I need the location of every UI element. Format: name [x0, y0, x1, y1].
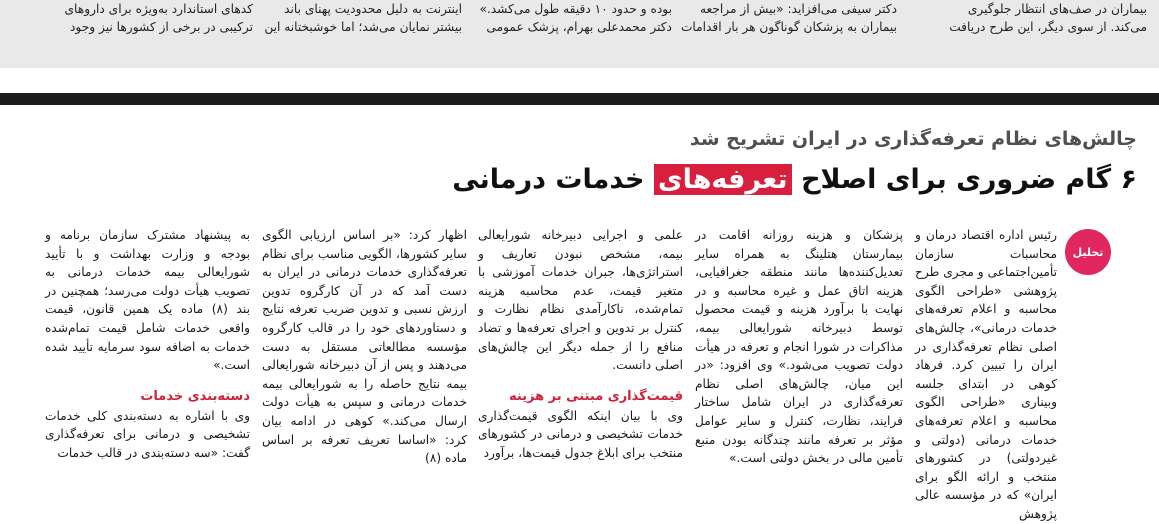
body-column-3 [478, 226, 683, 467]
strip-line: دکتر سیفی می‌افزاید: «بیش از مراجعه [699, 2, 897, 16]
strip-line: بیماران به پزشکان گوناگون هر بار اقدامات [680, 20, 897, 34]
paragraph: علمی و اجرایی دبیرخانه شورایعالی بیمه، مشخص نبودن تعاریف و استراتژی‌ها، جبران خدمات آموزشی با متغیر قیمت، عدم محاسبه هزینه تمام‌شده، ناکارآمدی نظام نظارت و کنترل بر تدوین و اجرای تعرفه‌ها و تضاد منافع را از جمله دیگر این چالش‌های اصلی دانست. [478, 228, 683, 373]
strip-column-4 [262, 0, 462, 68]
paragraph: اظهار کرد: «بر اساس ارزیابی الگوی سایر کشورها، الگویی مناسب برای نظام تعرفه‌گذاری خدمات درمانی در ایران به دست آمد که در آن کارگروه تدوین ارزش نسبی و تدوین ضریب تعرفه نتایج و دستاوردهای خود را در قالب کارگروه مؤسسه مطالعاتی مستقل به دست می‌دهند و پس از آن دبیرخانه شورایعالی بیمه نتایج حاصله را به شورایعالی بیمه خدمات درمانی و سپس به هیأت دولت ارسال می‌کند.» کوهی در ادامه بیان کرد: «اساسا تعریف تعرفه بر اساس ماده (۸) [262, 228, 467, 466]
strip-line: بیماران در صف‌های انتظار جلوگیری [967, 2, 1147, 16]
strip-line: کدهای استاندارد به‌ویژه برای داروهای [64, 2, 253, 16]
headline-highlight: تعرفه‌های [654, 164, 792, 195]
strip-line: دکتر محمدعلی بهرام، پزشک عمومی [486, 20, 672, 34]
strip-column-3 [472, 0, 672, 68]
headline-text-end: خدمات درمانی [452, 164, 645, 195]
article-kicker: چالش‌های نظام تعرفه‌گذاری در ایران تشریح شد [689, 128, 1137, 150]
headline-text-start: ۶ گام ضروری برای اصلاح [801, 164, 1137, 195]
section-divider [0, 93, 1159, 105]
article-headline [137, 164, 1137, 195]
paragraph: به پیشنهاد مشترک سازمان برنامه و بودجه و وزارت بهداشت و با تأیید شورایعالی بیمه خدمات درمانی به تصویب هیأت دولت می‌رسد؛ همچنین در بند (۸) ماده یک همین قانون، قیمت واقعی خدمات شامل قیمت تمام‌شده خدمات به اضافه سود سرمایه تأیید شده است.» [45, 228, 250, 373]
subheading: قیمت‌گذاری مبتنی بر هزینه [508, 388, 683, 404]
paragraph: پزشکان و هزینه روزانه اقامت در بیمارستان هتلینگ به همراه سایر تعدیل‌کننده‌ها مانند منطقه جغرافیایی، هزینه اتاق عمل و غیره محاسبه و در نهایت با برآورد هزینه و قیمت محصول توسط دبیرخانه شورایعالی بیمه، مذاکرات در شورا انجام و تعرفه در هیأت دولت تصویب می‌شود.» وی افزود: «در این میان، چالش‌های اصلی نظام تعرفه‌گذاری در ایران شامل ساختار فرایند، نظارت، کنترل و سایر عوامل مؤثر بر تعرفه مانند چندگانه بودن منبع تأمین مالی در بخش دولتی است.» [695, 228, 903, 466]
body-column-5 [45, 226, 250, 467]
strip-line: اینترنت به دلیل محدودیت پهنای باند [284, 2, 462, 16]
strip-line: می‌کند. از سوی دیگر، این طرح دریافت [949, 20, 1147, 34]
paragraph: رئیس اداره اقتصاد درمان و محاسبات سازمان تأمین‌اجتماعی و مجری طرح پژوهشی «طراحی الگوی محاسبه و اعلام تعرفه‌های خدمات درمانی»، چالش‌های اصلی نظام تعرفه‌گذاری در ایران را تبیین کرد. فرهاد کوهی در ابتدای جلسه وبیناری «طراحی الگوی محاسبه و اعلام تعرفه‌های خدمات درمانی (دولتی و غیردولتی) در کشورهای منتخب و ارائه الگو برای ایران» که در مؤسسه عالی پژوهش [915, 228, 1057, 521]
body-column-1 [915, 226, 1057, 521]
strip-line: بوده و حدود ۱۰ دقیقه طول می‌کشد.» [479, 2, 672, 16]
strip-line: بیشتر نمایان می‌شد؛ اما خوشبختانه این [264, 20, 462, 34]
body-column-2 [695, 226, 903, 467]
strip-column-1 [917, 0, 1147, 68]
strip-column-5 [45, 0, 253, 68]
body-column-4 [262, 226, 467, 467]
paragraph: وی با بیان اینکه الگوی قیمت‌گذاری خدمات تشخیصی و درمانی در کشورهای منتخب برای ابلاغ جدول قیمت‌ها، برآورد [478, 408, 683, 460]
analysis-badge: تحلیل [1065, 229, 1111, 275]
subheading: دسته‌بندی خدمات [140, 388, 250, 404]
paragraph: وی با اشاره به دسته‌بندی کلی خدمات تشخیصی و درمانی برای تعرفه‌گذاری گفت: «سه دسته‌بندی در قالب خدمات [45, 408, 250, 460]
strip-line: ترکیبی در برخی از کشورها نیز وجود [69, 20, 253, 34]
previous-article-strip [0, 0, 1159, 68]
strip-column-2 [680, 0, 897, 68]
